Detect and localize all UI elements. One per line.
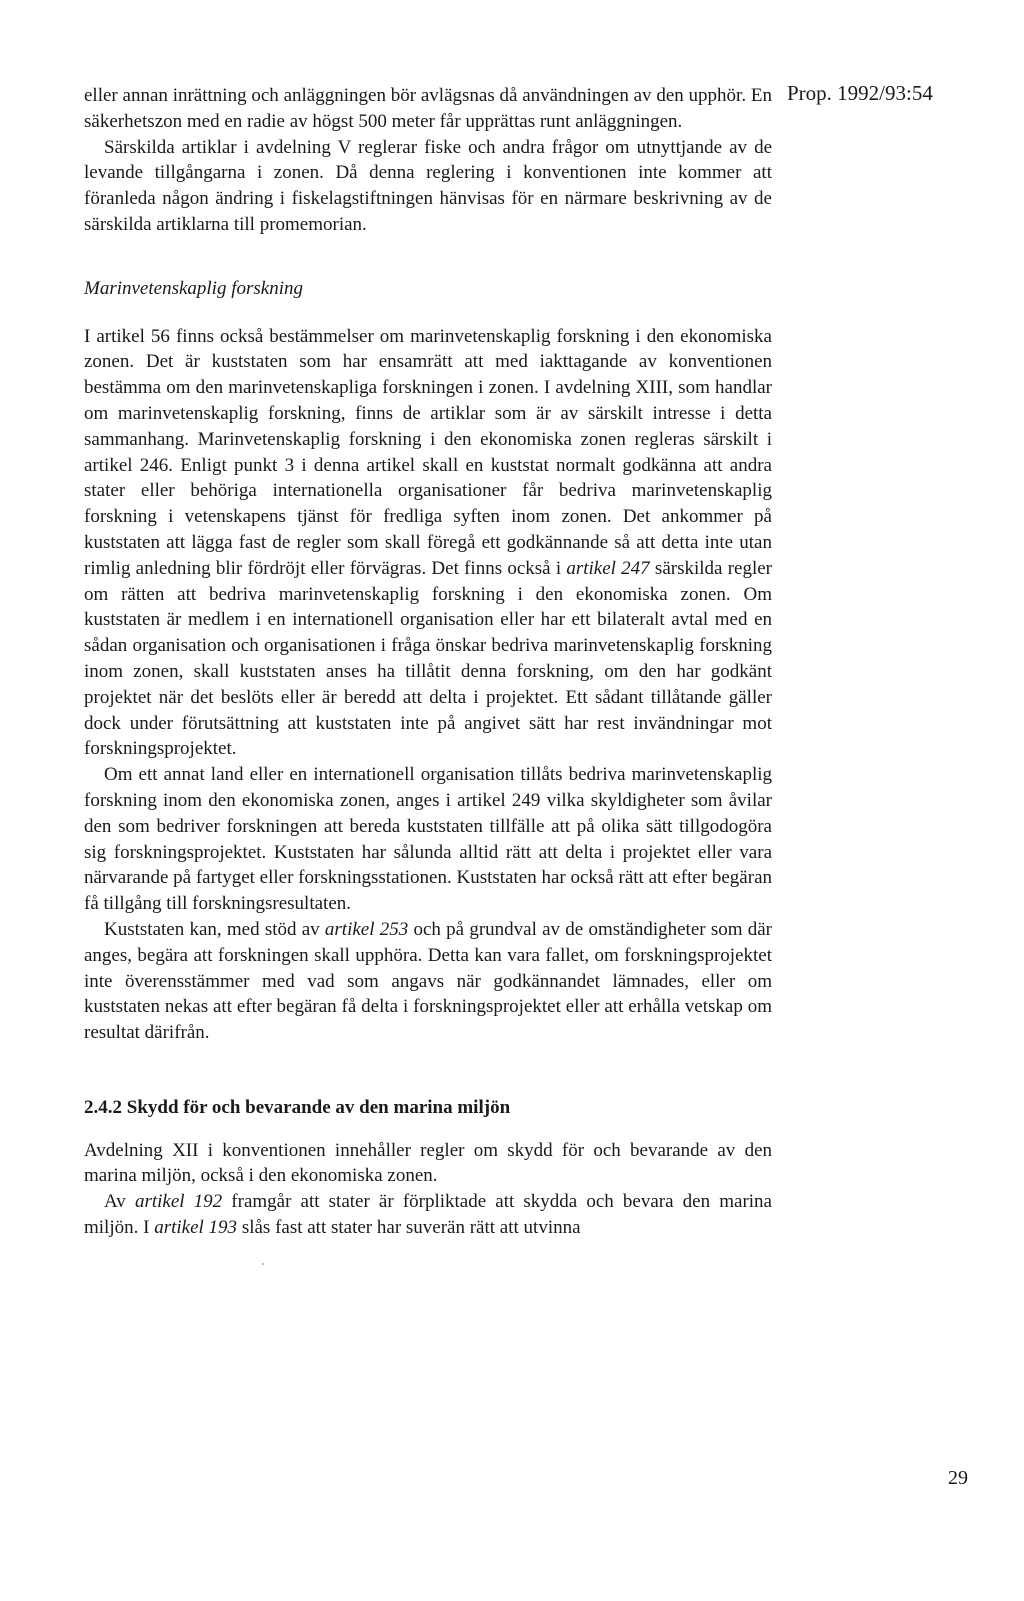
scan-speck	[262, 1263, 264, 1265]
fishing-paragraph: Särskilda artiklar i avdelning V reglerar fiske och andra frågor om utnyttjande av de levande tillgångarna i zonen. Då denna reglering i konventionen inte kommer att föranleda någon ändring i fiskelagstiftningen hänvisas för en närmare beskrivning av de särskilda artiklarna till promemorian.	[84, 136, 772, 235]
text-run: särskilda regler om rätten att bedriva marinvetenskaplig forskning i den ekonomiska zonen. Om kuststaten är medlem i en internationell organisation eller har ett bilateralt avtal med en sådan organisation och organisationen i fråga önskar bedriva marinvetenskaplig forskning inom zonen, skall kuststaten anses ha tillåtit denna forskning, om den har godkänt projektet när det beslöts eller är beredd att delta i projektet. Ett sådant tillåtande gäller dock under förutsättning att kuststaten inte på angivet sätt har rest invändningar mot forskningsprojektet.	[84, 557, 772, 760]
marine-research-paragraph-1	[84, 324, 772, 763]
text-run: framgår att stater är förpliktade att skydda och bevara den marina miljön. I	[84, 1191, 772, 1239]
article-reference: artikel 253	[324, 918, 409, 940]
text-run: Kuststaten kan, med stöd av	[104, 918, 325, 940]
intro-paragraph: eller annan inrättning och anläggningen bör avlägsnas då användningen av den upphör. En säkerhetszon med en radie av högst 500 meter får upprättas runt anläggningen.	[84, 85, 772, 132]
text-run: Av	[104, 1191, 135, 1213]
marine-research-paragraph-3	[84, 917, 772, 1046]
article-reference: artikel 247	[566, 557, 650, 579]
marine-environment-paragraph-2	[84, 1189, 772, 1241]
marine-environment-paragraph-1: Avdelning XII i konventionen innehåller regler om skydd för och bevarande av den marina miljön, också i den ekonomiska zonen.	[84, 1139, 772, 1187]
section-heading-marine-research: Marinvetenskaplig forskning	[84, 277, 303, 299]
article-reference: artikel 193	[154, 1217, 238, 1239]
marine-research-paragraph-2: Om ett annat land eller en internationell organisation tillåts bedriva marinvetenskaplig forskning inom den ekonomiska zonen, anges i artikel 249 vilka skyldigheter som åvilar den som bedriver forskningen att bereda kuststaten tillfälle att på olika sätt tillgodogöra sig forskningsprojektet. Kuststaten har sålunda alltid rätt att delta i projektet eller vara närvarande på fartyget eller forskningsstationen. Kuststaten har också rätt att efter begäran få tillgång till forskningsresultaten.	[84, 764, 772, 915]
text-run: I artikel 56 finns också bestämmelser om marinvetenskaplig forskning i den ekonomiska zonen. Det är kuststaten som har ensamrätt att med iakttagande av konventionen bestämma om den marinvetenskapliga forskningen i zonen. I avdelning XIII, som handlar om marinvetenskaplig forskning, finns de artiklar som är av särskilt intresse i detta sammanhang. Marinvetenskaplig forskning i den ekonomiska zonen regleras särskilt i artikel 246. Enligt punkt 3 i denna artikel skall en kuststat normalt godkänna att andra stater eller behöriga internationella organisationer får bedriva marinvetenskaplig forskning i vetenskapens tjänst för fredliga syften inom zonen. Det ankommer på kuststaten att lägga fast de regler som skall föregå ett godkännande så att detta inte utan rimlig anledning blir fördröjt eller förvägras. Det finns också i	[84, 325, 772, 579]
main-text-column	[84, 83, 772, 1241]
article-reference: artikel 192	[134, 1191, 223, 1213]
text-run: slås fast att stater har suverän rätt att utvinna	[237, 1217, 581, 1239]
page-number: 29	[948, 1467, 968, 1489]
document-reference: Prop. 1992/93:54	[787, 81, 933, 105]
text-run: och på grundval av de omständigheter som där anges, begära att forskningen skall upphöra. Detta kan vara fallet, om forskningsprojektet inte överensstämmer med vad som angavs när godkännandet lämnades, eller om kuststaten nekas att efter begäran få delta i forskningsprojektet eller att erhålla vetskap om resultat därifrån.	[84, 918, 772, 1044]
section-heading-2-4-2: 2.4.2 Skydd för och bevarande av den marina miljön	[84, 1096, 511, 1118]
